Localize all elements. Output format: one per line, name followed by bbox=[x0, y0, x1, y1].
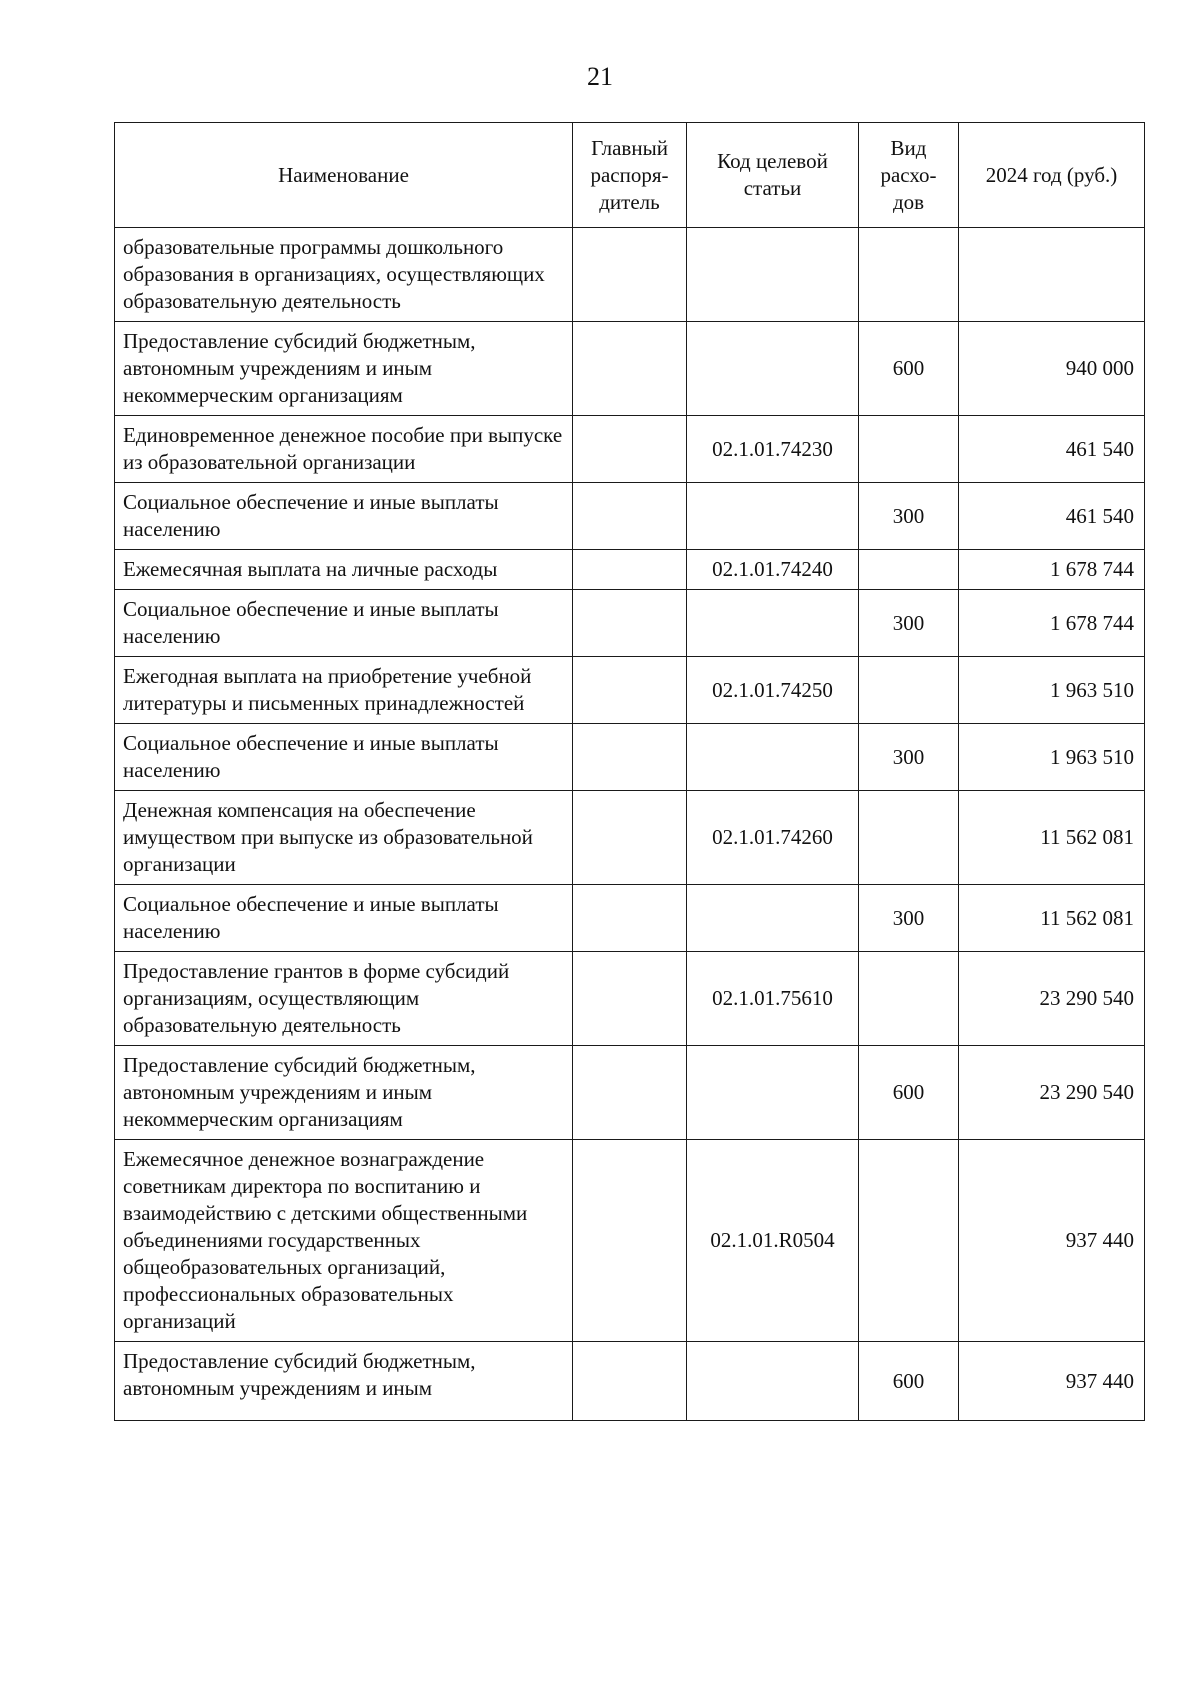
row-amount-cell: 23 290 540 bbox=[959, 952, 1145, 1046]
table-row bbox=[115, 590, 1145, 657]
table-row bbox=[115, 1046, 1145, 1140]
row-admin-cell bbox=[573, 1140, 687, 1342]
row-code-cell bbox=[687, 1342, 859, 1421]
row-admin-cell bbox=[573, 724, 687, 791]
row-name-cell: образовательные программы дошкольного образования в организациях, осуществляющих образовательную деятельность bbox=[115, 228, 573, 322]
row-admin-cell bbox=[573, 550, 687, 590]
budget-table bbox=[114, 122, 1145, 1421]
row-code-cell bbox=[687, 483, 859, 550]
row-code-cell: 02.1.01.74260 bbox=[687, 791, 859, 885]
row-amount-cell: 940 000 bbox=[959, 322, 1145, 416]
row-code-cell: 02.1.01.75610 bbox=[687, 952, 859, 1046]
table-row bbox=[115, 952, 1145, 1046]
row-amount-cell: 937 440 bbox=[959, 1342, 1145, 1421]
table-row bbox=[115, 322, 1145, 416]
row-code-cell bbox=[687, 228, 859, 322]
row-name-cell: Предоставление субсидий бюджетным, автономным учреждениям и иным некоммерческим организациям bbox=[115, 1046, 573, 1140]
row-amount-cell: 1 963 510 bbox=[959, 724, 1145, 791]
table-row bbox=[115, 657, 1145, 724]
table-row bbox=[115, 724, 1145, 791]
row-type-cell bbox=[859, 1140, 959, 1342]
table-header-row bbox=[115, 123, 1145, 228]
row-type-cell bbox=[859, 228, 959, 322]
row-name-cell: Ежемесячное денежное вознаграждение советникам директора по воспитанию и взаимодействию с детскими общественными объединениями государственных общеобразовательных организаций, профессиональных образовательных организаций bbox=[115, 1140, 573, 1342]
table-row bbox=[115, 416, 1145, 483]
row-admin-cell bbox=[573, 1342, 687, 1421]
row-type-cell bbox=[859, 657, 959, 724]
header-admin: Главный распоря-дитель bbox=[573, 123, 687, 228]
row-admin-cell bbox=[573, 885, 687, 952]
page-number: 21 bbox=[587, 62, 613, 91]
row-name-cell: Социальное обеспечение и иные выплаты населению bbox=[115, 483, 573, 550]
row-type-cell: 300 bbox=[859, 885, 959, 952]
row-code-cell bbox=[687, 724, 859, 791]
row-code-cell bbox=[687, 1046, 859, 1140]
row-admin-cell bbox=[573, 1046, 687, 1140]
row-name-cell: Предоставление субсидий бюджетным, автономным учреждениям и иным bbox=[115, 1342, 573, 1421]
row-code-cell bbox=[687, 322, 859, 416]
row-name-cell: Предоставление субсидий бюджетным, автономным учреждениям и иным некоммерческим организациям bbox=[115, 322, 573, 416]
table-body bbox=[115, 228, 1145, 1421]
row-code-cell bbox=[687, 590, 859, 657]
row-name-cell: Ежегодная выплата на приобретение учебной литературы и письменных принадлежностей bbox=[115, 657, 573, 724]
table-row bbox=[115, 1140, 1145, 1342]
header-name: Наименование bbox=[115, 123, 573, 228]
row-amount-cell: 461 540 bbox=[959, 416, 1145, 483]
row-amount-cell: 937 440 bbox=[959, 1140, 1145, 1342]
row-type-cell: 600 bbox=[859, 1046, 959, 1140]
row-type-cell: 600 bbox=[859, 322, 959, 416]
row-code-cell: 02.1.01.74230 bbox=[687, 416, 859, 483]
table-row bbox=[115, 791, 1145, 885]
row-code-cell: 02.1.01.74240 bbox=[687, 550, 859, 590]
table-row bbox=[115, 550, 1145, 590]
table-row bbox=[115, 228, 1145, 322]
row-admin-cell bbox=[573, 228, 687, 322]
row-amount-cell bbox=[959, 228, 1145, 322]
header-type: Вид расхо-дов bbox=[859, 123, 959, 228]
header-amount: 2024 год (руб.) bbox=[959, 123, 1145, 228]
row-type-cell: 300 bbox=[859, 724, 959, 791]
row-admin-cell bbox=[573, 952, 687, 1046]
row-type-cell bbox=[859, 791, 959, 885]
row-admin-cell bbox=[573, 483, 687, 550]
header-code: Код целевой статьи bbox=[687, 123, 859, 228]
row-type-cell bbox=[859, 550, 959, 590]
row-amount-cell: 11 562 081 bbox=[959, 885, 1145, 952]
row-amount-cell: 1 678 744 bbox=[959, 550, 1145, 590]
row-amount-cell: 1 678 744 bbox=[959, 590, 1145, 657]
table-row bbox=[115, 885, 1145, 952]
row-amount-cell: 23 290 540 bbox=[959, 1046, 1145, 1140]
row-type-cell: 300 bbox=[859, 590, 959, 657]
table-row bbox=[115, 483, 1145, 550]
row-name-cell: Социальное обеспечение и иные выплаты населению bbox=[115, 885, 573, 952]
row-name-cell: Денежная компенсация на обеспечение имуществом при выпуске из образовательной организации bbox=[115, 791, 573, 885]
row-code-cell bbox=[687, 885, 859, 952]
row-type-cell bbox=[859, 416, 959, 483]
row-amount-cell: 1 963 510 bbox=[959, 657, 1145, 724]
row-admin-cell bbox=[573, 590, 687, 657]
row-name-cell: Единовременное денежное пособие при выпуске из образовательной организации bbox=[115, 416, 573, 483]
row-admin-cell bbox=[573, 416, 687, 483]
row-code-cell: 02.1.01.74250 bbox=[687, 657, 859, 724]
table-row bbox=[115, 1342, 1145, 1421]
row-name-cell: Предоставление грантов в форме субсидий организациям, осуществляющим образовательную деятельность bbox=[115, 952, 573, 1046]
row-name-cell: Социальное обеспечение и иные выплаты населению bbox=[115, 590, 573, 657]
row-type-cell: 600 bbox=[859, 1342, 959, 1421]
row-admin-cell bbox=[573, 657, 687, 724]
row-name-cell: Ежемесячная выплата на личные расходы bbox=[115, 550, 573, 590]
row-name-cell: Социальное обеспечение и иные выплаты населению bbox=[115, 724, 573, 791]
row-amount-cell: 461 540 bbox=[959, 483, 1145, 550]
row-code-cell: 02.1.01.R0504 bbox=[687, 1140, 859, 1342]
row-admin-cell bbox=[573, 791, 687, 885]
row-type-cell: 300 bbox=[859, 483, 959, 550]
row-type-cell bbox=[859, 952, 959, 1046]
row-admin-cell bbox=[573, 322, 687, 416]
row-amount-cell: 11 562 081 bbox=[959, 791, 1145, 885]
